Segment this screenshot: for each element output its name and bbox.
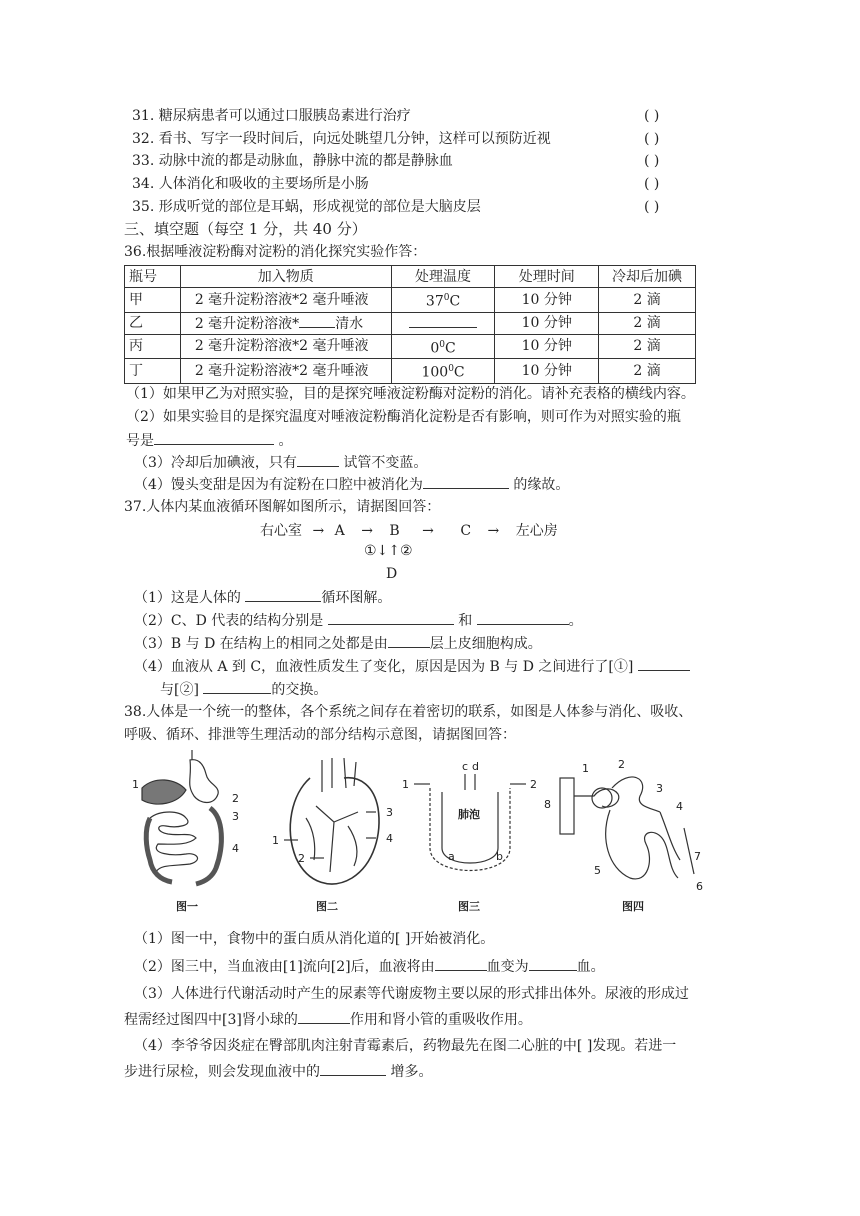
table-row	[125, 312, 696, 334]
cell-temp	[391, 312, 495, 334]
section-title: 三、填空题（每空 1 分，共 40 分）	[124, 220, 367, 238]
q36-sub1: （1）如果甲乙为对照实验，目的是探究唾液淀粉酶对淀粉的消化。请补充表格的横线内容。	[126, 386, 695, 402]
cell-iodine: 2 滴	[599, 359, 696, 384]
cell-temp: $37^0C$	[391, 288, 495, 313]
table-row	[125, 288, 696, 313]
q37-sub3: （3）B 与 D 在结构上的相同之处都是由 层上皮细胞构成。	[134, 633, 542, 654]
table-row	[125, 359, 696, 384]
fig4-label-3: 3	[656, 782, 663, 795]
tf-answer-paren[interactable]: ( )	[644, 199, 660, 215]
flow-node: B	[389, 523, 400, 539]
header-iodine: 冷却后加碘	[599, 266, 696, 288]
q36-sub2b: 号是 。	[126, 430, 292, 451]
blank-line[interactable]	[299, 313, 335, 328]
q38-sub4b: 步进行尿检，则会发现血液中的 增多。	[124, 1061, 432, 1082]
figure-2-heart	[284, 758, 379, 884]
fig3-label-d: d	[472, 760, 479, 773]
tf-answer-paren[interactable]: ( )	[644, 153, 660, 169]
tf-question-33: 33. 动脉中流的都是动脉血，静脉中流的都是静脉血	[132, 153, 453, 169]
cell-substance: 2 毫升淀粉溶液*2 毫升唾液	[180, 334, 391, 359]
circulation-flow	[260, 520, 558, 540]
tf-question-32: 32. 看书、写字一段时间后，向远处眺望几分钟，这样可以预防近视	[132, 131, 551, 147]
blank-line[interactable]	[298, 1009, 350, 1024]
tf-answer-paren[interactable]: ( )	[644, 176, 660, 192]
q37-sub4b: 与[②] 的交换。	[160, 679, 327, 700]
q37-sub1: （1）这是人体的 循环图解。	[134, 587, 391, 608]
q36-sub2a: （2）如果实验目的是探究温度对唾液淀粉酶消化淀粉是否有影响，则可作为对照实验的瓶	[126, 409, 681, 425]
flow-node: C	[460, 523, 472, 539]
fig3-alveolus-label: 肺泡	[458, 808, 480, 821]
cell-bottle: 丁	[125, 359, 181, 384]
cell-bottle: 甲	[125, 288, 181, 313]
figure-3-alveolus	[414, 774, 526, 871]
q36-stem: 36.根据唾液淀粉酶对淀粉的消化探究实验作答：	[124, 244, 427, 260]
fig3-label-b: b	[496, 850, 503, 863]
q37-sub4: （4）血液从 A 到 C，血液性质发生了变化，原因是因为 B 与 D 之间进行了[①]	[134, 656, 690, 677]
fig1-label-2: 2	[232, 792, 239, 805]
q37-stem: 37.人体内某血液循环图解如图所示，请据图回答：	[124, 499, 441, 515]
q38-sub1: （1）图一中，食物中的蛋白质从消化道的[ ]开始被消化。	[134, 931, 495, 947]
fig2-label-1: 1	[272, 834, 279, 847]
cell-temp: $0^0C$	[391, 334, 495, 359]
fig3-label-c: c	[462, 760, 469, 773]
blank-line[interactable]	[328, 610, 454, 625]
fig1-label-3: 3	[232, 810, 239, 823]
fig3-label-2: 2	[530, 778, 537, 791]
cell-iodine: 2 滴	[599, 334, 696, 359]
q36-sub4: （4）馒头变甜是因为有淀粉在口腔中被消化为 的缘故。	[134, 474, 569, 495]
cell-time: 10 分钟	[495, 288, 599, 313]
fig4-label-7: 7	[694, 850, 701, 863]
flow-node: 左心房	[515, 523, 558, 539]
q38-sub3a: （3）人体进行代谢活动时产生的尿素等代谢废物主要以尿的形式排出体外。尿液的形成过	[134, 986, 689, 1002]
cell-bottle: 丙	[125, 334, 181, 359]
fig4-label-1: 1	[582, 762, 589, 775]
q38-sub2: （2）图三中，当血液由[1]流向[2]后，血液将由 血变为 血。	[134, 956, 605, 977]
q38-stem-b: 呼吸、循环、排泄等生理活动的部分结构示意图，请据图回答：	[124, 727, 516, 743]
flow-node: 右心室	[260, 523, 302, 539]
blank-line[interactable]	[203, 679, 271, 694]
fig2-caption: 图二	[316, 900, 338, 913]
blank-line[interactable]	[320, 1061, 386, 1076]
header-temp: 处理温度	[391, 266, 495, 288]
tf-answer-paren[interactable]: ( )	[644, 131, 660, 147]
blank-line[interactable]	[409, 313, 477, 328]
header-bottle: 瓶号	[125, 266, 181, 288]
table-row	[125, 334, 696, 359]
tf-answer-paren[interactable]: ( )	[644, 108, 660, 124]
fig3-caption: 图三	[458, 900, 480, 913]
q38-stem-a: 38.人体是一个统一的整体，各个系统之间存在着密切的联系，如图是人体参与消化、吸收、	[124, 704, 693, 720]
fig4-label-6: 6	[696, 880, 703, 893]
cell-time: 10 分钟	[495, 312, 599, 334]
tf-question-34: 34. 人体消化和吸收的主要场所是小肠	[132, 176, 369, 192]
arrow-icon: →	[487, 523, 500, 539]
arrow-icon: →	[422, 523, 434, 539]
tf-question-35: 35. 形成听觉的部位是耳蜗，形成视觉的部位是大脑皮层	[132, 199, 481, 215]
blank-line[interactable]	[529, 956, 577, 971]
blank-line[interactable]	[154, 430, 274, 445]
fig1-caption: 图一	[176, 900, 198, 913]
cell-time: 10 分钟	[495, 334, 599, 359]
flow-node: A	[334, 523, 345, 539]
blank-line[interactable]	[388, 633, 430, 648]
fig1-label-1: 1	[132, 778, 139, 791]
figure-4-nephron	[560, 777, 694, 879]
blank-line[interactable]	[423, 474, 509, 489]
fig4-label-4: 4	[676, 800, 683, 813]
blank-line[interactable]	[297, 452, 339, 467]
cell-bottle: 乙	[125, 312, 181, 334]
blank-line[interactable]	[435, 956, 487, 971]
fig3-label-a: a	[448, 850, 455, 863]
cell-substance: 2 毫升淀粉溶液*2 毫升唾液	[180, 288, 391, 313]
q38-sub3b: 程需经过图四中[3]肾小球的 作用和肾小管的重吸收作用。	[124, 1009, 532, 1030]
fig1-label-4: 4	[232, 842, 239, 855]
fig4-caption: 图四	[622, 900, 644, 913]
blank-line[interactable]	[477, 610, 569, 625]
table-header-row	[125, 266, 696, 288]
cell-temp: $100^0C$	[391, 359, 495, 384]
q37-sub2: （2）C、D 代表的结构分别是 和 。	[134, 610, 583, 631]
blank-line[interactable]	[245, 587, 321, 602]
arrow-icon: →	[361, 523, 373, 539]
cell-iodine: 2 滴	[599, 288, 696, 313]
fig2-label-3: 3	[386, 806, 393, 819]
flow-vertical-arrows: ①↓↑②	[364, 543, 413, 559]
header-time: 处理时间	[495, 266, 599, 288]
figures-illustration	[120, 748, 720, 918]
figure-1-digestive-system	[142, 750, 221, 884]
experiment-table	[124, 265, 696, 384]
fig2-label-4: 4	[386, 832, 393, 845]
blank-line[interactable]	[638, 656, 690, 671]
q38-sub4a: （4）李爷爷因炎症在臀部肌肉注射青霉素后，药物最先在图二心脏的中[ ]发现。若进一	[134, 1038, 677, 1054]
fig4-label-2: 2	[618, 758, 625, 771]
cell-substance: 2 毫升淀粉溶液* 清水	[180, 312, 391, 334]
cell-substance: 2 毫升淀粉溶液*2 毫升唾液	[180, 359, 391, 384]
flow-node: D	[386, 566, 398, 582]
cell-time: 10 分钟	[495, 359, 599, 384]
fig4-label-8: 8	[544, 798, 551, 811]
q36-sub3: （3）冷却后加碘液，只有 试管不变蓝。	[134, 452, 427, 473]
fig3-label-1: 1	[402, 778, 409, 791]
fig4-label-5: 5	[594, 864, 601, 877]
arrow-icon: →	[312, 523, 325, 539]
cell-iodine: 2 滴	[599, 312, 696, 334]
header-substance: 加入物质	[180, 266, 391, 288]
fig2-label-2: 2	[298, 852, 305, 865]
tf-question-31: 31. 糖尿病患者可以通过口服胰岛素进行治疗	[132, 108, 411, 124]
